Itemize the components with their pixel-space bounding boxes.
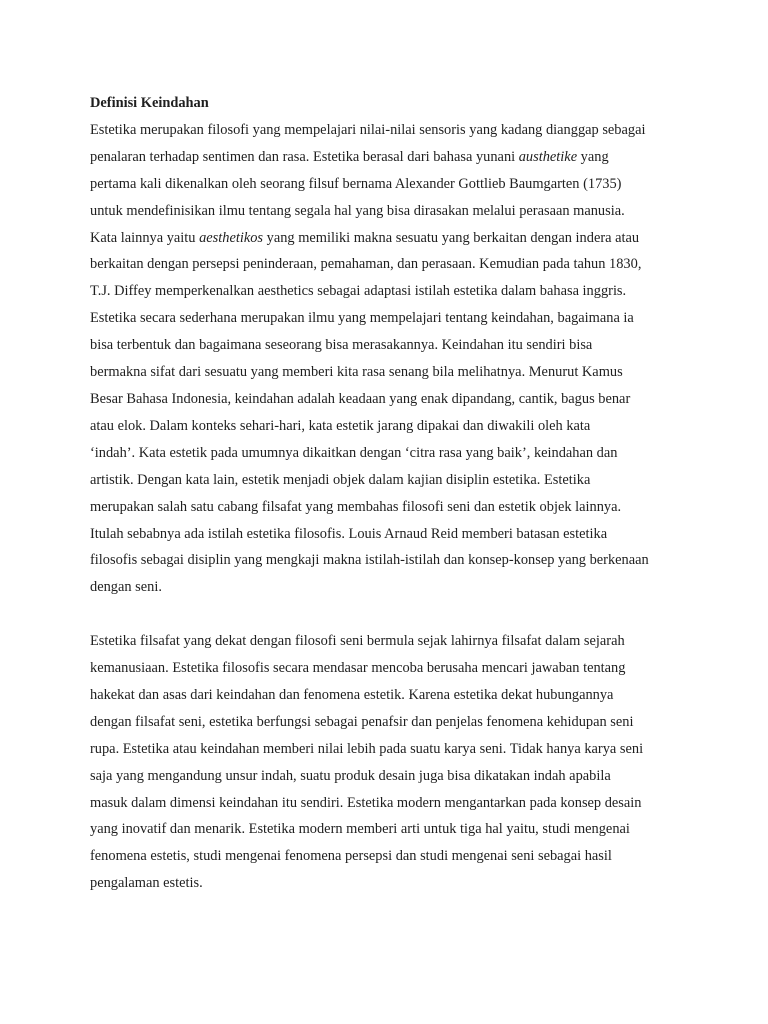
- text-run: bermakna sifat dari sesuatu yang memberi kita rasa senang bila melihatnya. Menurut Kamus: [90, 364, 623, 381]
- text-line: [90, 198, 710, 225]
- text-run: filosofis sebagai disiplin yang mengkaji makna istilah-istilah dan konsep-konsep yang berkenaan: [90, 552, 649, 569]
- text-run: yang inovatif dan menarik. Estetika modern memberi arti untuk tiga hal yaitu, studi mengenai: [90, 821, 630, 838]
- text-line: [90, 225, 710, 252]
- document-page: [90, 90, 710, 897]
- italic-term: austhetike: [518, 148, 578, 165]
- text-line: [90, 790, 710, 817]
- text-run: masuk dalam dimensi keindahan itu sendiri. Estetika modern mengantarkan pada konsep desain: [90, 794, 642, 811]
- text-run: dengan filsafat seni, estetika berfungsi sebagai penafsir dan penjelas fenomena kehidupan seni: [90, 713, 634, 730]
- document-body: [90, 117, 710, 897]
- text-run: saja yang mengandung unsur indah, suatu produk desain juga bisa dikatakan indah apabila: [90, 767, 611, 784]
- text-run: dengan seni.: [90, 579, 162, 596]
- text-run: Besar Bahasa Indonesia, keindahan adalah keadaan yang enak dipandang, cantik, bagus benar: [90, 390, 631, 407]
- text-run: hakekat dan asas dari keindahan dan fenomena estetik. Karena estetika dekat hubungannya: [90, 686, 614, 703]
- text-line: [90, 386, 710, 413]
- text-run: fenomena estetis, studi mengenai fenomena persepsi dan studi mengenai seni sebagai hasil: [90, 848, 612, 865]
- text-run: merupakan salah satu cabang filsafat yang membahas filosofi seni dan estetik objek lainnya.: [90, 498, 622, 515]
- text-run: Estetika filsafat yang dekat dengan filosofi seni bermula sejak lahirnya filsafat dalam sejarah: [90, 633, 625, 650]
- text-line: [90, 278, 710, 305]
- text-run: ‘indah’. Kata estetik pada umumnya dikaitkan dengan ‘citra rasa yang baik’, keindahan dan: [90, 444, 618, 461]
- text-run: Itulah sebabnya ada istilah estetika filosofis. Louis Arnaud Reid memberi batasan estetika: [90, 525, 608, 542]
- text-line: [90, 736, 710, 763]
- document-title: Definisi Keindahan: [90, 95, 209, 111]
- text-line: [90, 547, 710, 574]
- text-run: Kata lainnya yaitu: [90, 229, 200, 246]
- text-line: [90, 709, 710, 736]
- text-line: [90, 628, 710, 655]
- text-run: pertama kali dikenalkan oleh seorang filsuf bernama Alexander Gottlieb Baumgarten (1735): [90, 175, 622, 192]
- text-run: rupa. Estetika atau keindahan memberi nilai lebih pada suatu karya seni. Tidak hanya karya seni: [90, 740, 644, 757]
- text-line: [90, 763, 710, 790]
- text-run: yang memiliki makna sesuatu yang berkaitan dengan indera atau: [263, 229, 640, 246]
- text-line: [90, 305, 710, 332]
- text-run: untuk mendefinisikan ilmu tentang segala hal yang bisa dirasakan melalui perasaan manusia.: [90, 202, 625, 219]
- text-run: pengalaman estetis.: [90, 875, 203, 892]
- text-line: [90, 117, 710, 144]
- text-run: artistik. Dengan kata lain, estetik menjadi objek dalam kajian disiplin estetika. Estetika: [90, 471, 591, 488]
- paragraph-1: [90, 117, 710, 601]
- text-line: [90, 144, 710, 171]
- text-line: [90, 171, 710, 198]
- paragraph-2: [90, 628, 710, 897]
- text-line: [90, 655, 710, 682]
- text-run: T.J. Diffey memperkenalkan aesthetics sebagai adaptasi istilah estetika dalam bahasa inggris.: [90, 283, 627, 300]
- text-line: [90, 870, 710, 897]
- text-line: [90, 467, 710, 494]
- text-run: bisa terbentuk dan bagaimana seseorang bisa merasakannya. Keindahan itu sendiri bisa: [90, 337, 593, 354]
- text-line: [90, 521, 710, 548]
- text-line: [90, 413, 710, 440]
- text-run: atau elok. Dalam konteks sehari-hari, kata estetik jarang dipakai dan diwakili oleh kata: [90, 417, 591, 434]
- text-line: [90, 440, 710, 467]
- text-line: [90, 359, 710, 386]
- text-line: [90, 843, 710, 870]
- text-line: [90, 332, 710, 359]
- text-run: kemanusiaan. Estetika filosofis secara mendasar mencoba berusaha mencari jawaban tentang: [90, 660, 626, 677]
- italic-term: aesthetikos: [199, 229, 264, 246]
- text-run: berkaitan dengan persepsi peninderaan, pemahaman, dan perasaan. Kemudian pada tahun 1830,: [90, 256, 642, 273]
- text-line: [90, 574, 710, 601]
- text-line: [90, 816, 710, 843]
- text-run: Estetika secara sederhana merupakan ilmu yang mempelajari tentang keindahan, bagaimana ia: [90, 310, 634, 327]
- text-run: Estetika merupakan filosofi yang mempelajari nilai-nilai sensoris yang kadang dianggap sebagai: [90, 121, 646, 138]
- text-run: yang: [577, 148, 609, 165]
- text-line: [90, 494, 710, 521]
- text-run: penalaran terhadap sentimen dan rasa. Estetika berasal dari bahasa yunani: [90, 148, 519, 165]
- text-line: [90, 682, 710, 709]
- text-line: [90, 251, 710, 278]
